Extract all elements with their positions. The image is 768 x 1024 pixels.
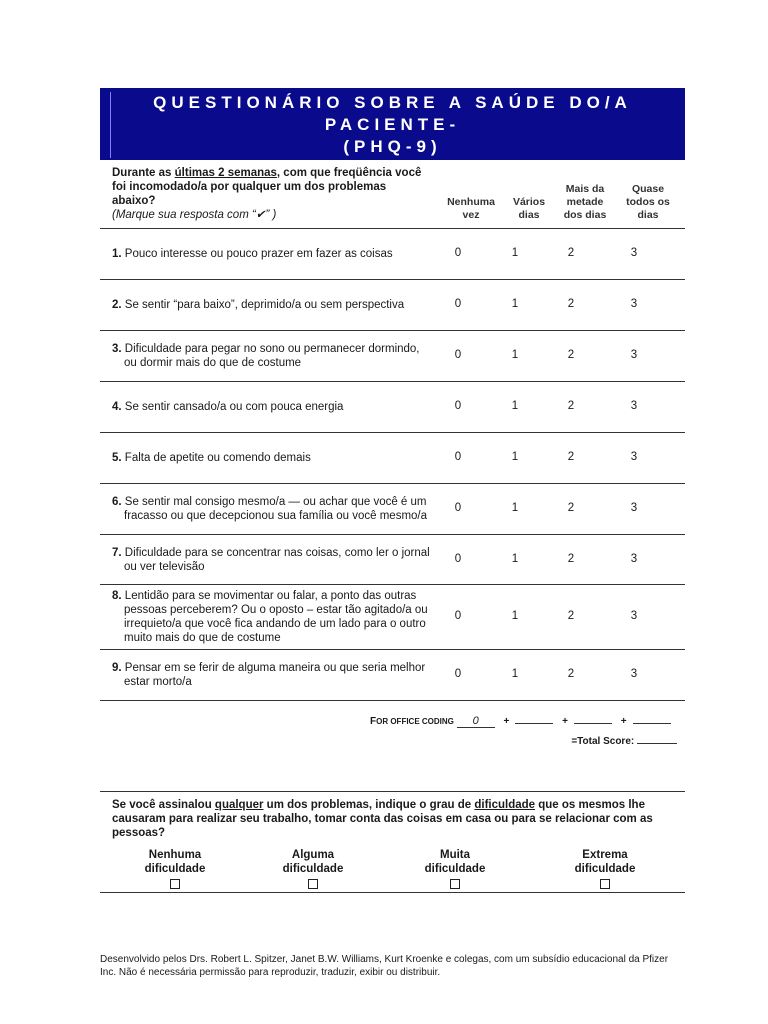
- question-number: 3.: [112, 343, 122, 355]
- column-header-nenhuma: Nenhuma vez: [447, 196, 495, 221]
- question-label: Pensar em se ferir de alguma maneira ou que seria melhor: [124, 662, 426, 674]
- question-number: 6.: [112, 496, 122, 508]
- table-header: [100, 160, 685, 229]
- office-coding-label: OR OFFICE CODING: [376, 717, 454, 726]
- answer-option-2[interactable]: 2: [567, 247, 575, 259]
- question-label: Pouco interesse ou pouco prazer em fazer as coisas: [124, 248, 393, 260]
- question-row: [100, 585, 685, 650]
- difficulty-option-label: Alguma: [291, 849, 335, 861]
- question-label-continued: ou ver televisão: [124, 561, 205, 573]
- answer-option-0[interactable]: 0: [454, 668, 462, 680]
- answer-option-3[interactable]: 3: [630, 502, 638, 514]
- difficulty-underlined-2: dificuldade: [474, 799, 536, 811]
- difficulty-option-label: Muita: [439, 849, 471, 861]
- answer-option-0[interactable]: 0: [454, 451, 462, 463]
- difficulty-option-nenhuma[interactable]: [140, 848, 210, 893]
- office-coding-field-1[interactable]: 0: [457, 715, 495, 728]
- answer-option-2[interactable]: 2: [567, 400, 575, 412]
- difficulty-option-sublabel: dificuldade: [574, 863, 636, 875]
- question-number: 7.: [112, 547, 122, 559]
- question-text: [112, 342, 442, 370]
- answer-option-3[interactable]: 3: [630, 298, 638, 310]
- answer-option-0[interactable]: 0: [454, 247, 462, 259]
- answer-option-1[interactable]: 1: [511, 298, 519, 310]
- answer-option-2[interactable]: 2: [567, 553, 575, 565]
- answer-option-1[interactable]: 1: [511, 247, 519, 259]
- question-number: 8.: [112, 590, 122, 602]
- plus-sign-3: +: [620, 716, 627, 727]
- checkbox[interactable]: [600, 879, 610, 889]
- answer-option-1[interactable]: 1: [511, 502, 519, 514]
- difficulty-option-sublabel: dificuldade: [144, 863, 206, 875]
- total-score-label: =Total Score:: [571, 736, 635, 747]
- answer-option-0[interactable]: 0: [454, 349, 462, 361]
- question-row: [100, 484, 685, 535]
- title-band: [100, 88, 685, 160]
- answer-option-0[interactable]: 0: [454, 610, 462, 622]
- office-coding-field-2[interactable]: [515, 723, 553, 724]
- difficulty-text-3: que os mesmos lhe causaram para realizar seu trabalho, tomar conta das coisas em casa ou para se relacionar com as pessoas?: [112, 799, 653, 839]
- plus-sign-1: +: [503, 716, 510, 727]
- answer-option-3[interactable]: 3: [630, 668, 638, 680]
- difficulty-question: [112, 798, 672, 840]
- instructions-note: (Marque sua resposta com “✔” ): [112, 209, 277, 221]
- question-label-continued: estar morto/a: [124, 676, 192, 688]
- title-line-1: QUESTIONÁRIO SOBRE A SAÚDE DO/A: [153, 93, 632, 112]
- instructions-underlined: últimas 2 semanas: [174, 167, 277, 179]
- answer-option-2[interactable]: 2: [567, 349, 575, 361]
- difficulty-option-sublabel: dificuldade: [424, 863, 486, 875]
- answer-option-3[interactable]: 3: [630, 400, 638, 412]
- question-text: [112, 247, 442, 261]
- answer-option-3[interactable]: 3: [630, 610, 638, 622]
- question-number: 4.: [112, 401, 122, 413]
- question-label-continued: pessoas perceberem? Ou o oposto – estar tão agitado/a ou irrequieto/a que você fica andando de um lado para o outro muito mais do que de costume: [124, 604, 428, 644]
- difficulty-text-1: Se você assinalou: [112, 799, 215, 811]
- question-text: [112, 451, 442, 465]
- question-text: [112, 589, 442, 645]
- answer-option-0[interactable]: 0: [454, 502, 462, 514]
- question-label: Dificuldade para se concentrar nas coisas, como ler o jornal: [124, 547, 430, 559]
- question-text: [112, 400, 442, 414]
- question-row: [100, 650, 685, 701]
- answer-option-1[interactable]: 1: [511, 668, 519, 680]
- column-header-varios: Vários dias: [512, 196, 546, 221]
- checkbox[interactable]: [450, 879, 460, 889]
- question-label: Se sentir mal consigo mesmo/a — ou achar que você é um: [124, 496, 427, 508]
- difficulty-underlined-1: qualquer: [214, 799, 264, 811]
- office-coding-field-3[interactable]: [574, 723, 612, 724]
- question-row: [100, 535, 685, 585]
- instructions: [112, 166, 432, 222]
- question-number: 1.: [112, 248, 122, 260]
- difficulty-option-alguma[interactable]: [278, 848, 348, 893]
- column-header-quase-todos: Quase todos os dias: [626, 183, 670, 221]
- answer-option-2[interactable]: 2: [567, 502, 575, 514]
- total-score-field[interactable]: [637, 743, 677, 744]
- office-coding: [370, 715, 671, 728]
- difficulty-text-2: um dos problemas, indique o grau de: [263, 799, 475, 811]
- title-accent-line: [110, 92, 111, 158]
- question-row: [100, 433, 685, 484]
- answer-option-2[interactable]: 2: [567, 298, 575, 310]
- answer-option-1[interactable]: 1: [511, 349, 519, 361]
- question-label: Falta de apetite ou comendo demais: [124, 452, 311, 464]
- answer-option-2[interactable]: 2: [567, 610, 575, 622]
- answer-option-1[interactable]: 1: [511, 610, 519, 622]
- difficulty-option-label: Extrema: [582, 849, 628, 861]
- answer-option-1[interactable]: 1: [511, 451, 519, 463]
- question-label-continued: ou dormir mais do que de costume: [124, 357, 302, 369]
- difficulty-section: [100, 791, 685, 893]
- answer-option-3[interactable]: 3: [630, 553, 638, 565]
- answer-option-0[interactable]: 0: [454, 553, 462, 565]
- question-text: [112, 661, 442, 689]
- question-text: [112, 546, 442, 574]
- column-header-mais-metade: Mais da metade dos dias: [563, 183, 607, 221]
- office-coding-label-f: F: [370, 716, 377, 727]
- question-number: 5.: [112, 452, 122, 464]
- difficulty-option-extrema[interactable]: [570, 848, 640, 893]
- question-row: [100, 229, 685, 280]
- question-number: 2.: [112, 299, 122, 311]
- question-number: 9.: [112, 662, 122, 674]
- question-text: [112, 298, 442, 312]
- title-line-2: PACIENTE-: [324, 115, 461, 134]
- question-label: Lentidão para se movimentar ou falar, a ponto das outras: [124, 590, 417, 602]
- answer-option-1[interactable]: 1: [511, 400, 519, 412]
- question-row: [100, 382, 685, 433]
- instructions-text-2: , com que freqüência você foi incomodado/a por qualquer um dos problemas abaixo?: [112, 167, 422, 207]
- answer-option-2[interactable]: 2: [567, 451, 575, 463]
- question-label-continued: fracasso ou que decepcionou sua família ou você mesmo/a: [124, 510, 428, 522]
- answer-option-3[interactable]: 3: [630, 349, 638, 361]
- answer-option-3[interactable]: 3: [630, 247, 638, 259]
- instructions-text-1: Durante as: [112, 167, 175, 179]
- checkbox[interactable]: [170, 879, 180, 889]
- total-score: [571, 736, 677, 747]
- checkbox[interactable]: [308, 879, 318, 889]
- answer-option-3[interactable]: 3: [630, 451, 638, 463]
- answer-option-2[interactable]: 2: [567, 668, 575, 680]
- answer-option-0[interactable]: 0: [454, 400, 462, 412]
- phq9-form: [100, 88, 685, 978]
- office-coding-field-4[interactable]: [633, 723, 671, 724]
- question-text: [112, 495, 442, 523]
- question-row: [100, 280, 685, 331]
- answer-option-1[interactable]: 1: [511, 553, 519, 565]
- answer-option-0[interactable]: 0: [454, 298, 462, 310]
- difficulty-option-muita[interactable]: [420, 848, 490, 893]
- question-row: [100, 331, 685, 382]
- footer-credits: Desenvolvido pelos Drs. Robert L. Spitzer, Janet B.W. Williams, Kurt Kroenke e colegas, com um subsídio educacional da Pfizer Inc. Não é necessária permissão para reproduzir, traduzir, exibir ou distribuir.: [100, 954, 669, 978]
- question-rows: [100, 229, 685, 701]
- title-line-3: (PHQ-9): [343, 137, 442, 156]
- plus-sign-2: +: [562, 716, 568, 727]
- question-label: Se sentir cansado/a ou com pouca energia: [124, 401, 344, 413]
- question-label: Se sentir “para baixo”, deprimido/a ou sem perspectiva: [124, 299, 405, 311]
- difficulty-option-sublabel: dificuldade: [282, 863, 344, 875]
- question-label: Dificuldade para pegar no sono ou permanecer dormindo,: [124, 343, 420, 355]
- difficulty-option-label: Nenhuma: [148, 849, 202, 861]
